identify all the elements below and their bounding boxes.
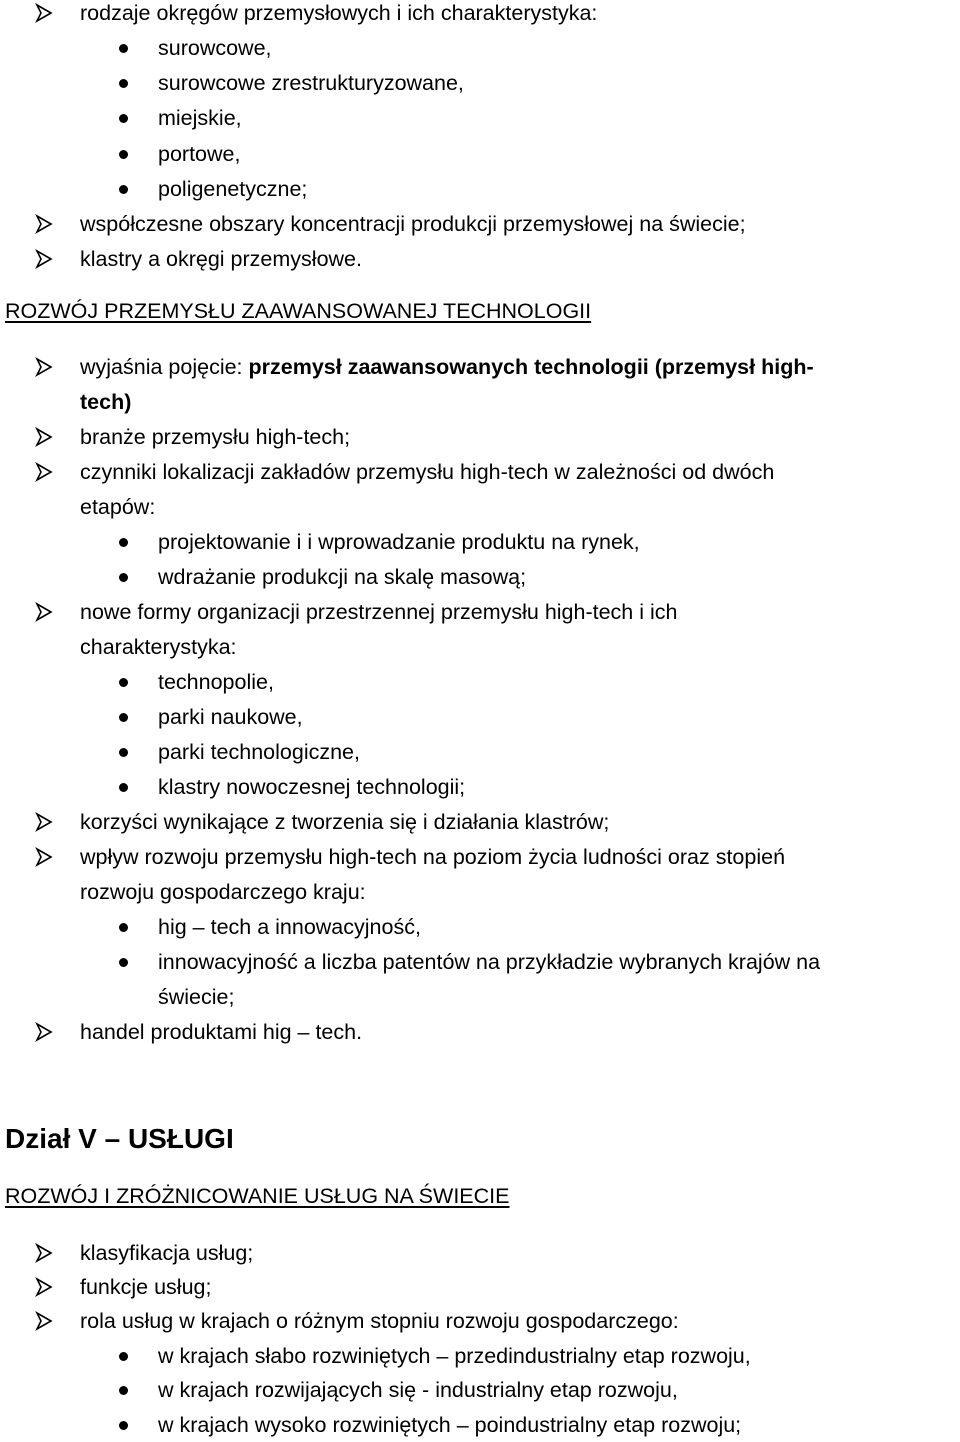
list-item: projektowanie i i wprowadzanie produktu na rynek, [158, 530, 640, 554]
arrow-bullet-icon [34, 3, 54, 23]
arrow-bullet-icon [34, 462, 54, 482]
section-heading: ROZWÓJ I ZRÓŻNICOWANIE USŁUG NA ŚWIECIE [5, 1184, 510, 1208]
list-item: w krajach rozwijających się - industrialny etap rozwoju, [158, 1378, 678, 1402]
list-item: branże przemysłu high-tech; [80, 425, 351, 449]
list-item: klastry nowoczesnej technologii; [158, 775, 466, 799]
round-bullet-icon [119, 538, 128, 547]
list-item: handel produktami hig – tech. [80, 1020, 363, 1044]
list-item: korzyści wynikające z tworzenia się i działania klastrów; [80, 810, 610, 834]
list-item-continuation: etapów: [80, 495, 156, 519]
round-bullet-icon [119, 1352, 128, 1361]
list-item [80, 354, 814, 380]
list-item: technopolie, [158, 670, 274, 694]
list-item: portowe, [158, 142, 241, 166]
list-item: surowcowe zrestrukturyzowane, [158, 71, 464, 95]
list-item: surowcowe, [158, 36, 272, 60]
list-item: nowe formy organizacji przestrzennej przemysłu high-tech i ich [80, 600, 678, 624]
list-item: rodzaje okręgów przemysłowych i ich charakterystyka: [80, 1, 598, 25]
round-bullet-icon [119, 114, 128, 123]
round-bullet-icon [119, 1386, 128, 1395]
round-bullet-icon [119, 1421, 128, 1430]
round-bullet-icon [119, 150, 128, 159]
term-definition-cont: tech) [80, 390, 132, 414]
list-item: klastry a okręgi przemysłowe. [80, 247, 362, 271]
section-heading: ROZWÓJ PRZEMYSŁU ZAAWANSOWANEJ TECHNOLOGII [5, 299, 592, 323]
list-item-prefix: wyjaśnia pojęcie: [80, 355, 249, 379]
list-item: w krajach słabo rozwiniętych – przedindustrialny etap rozwoju, [158, 1344, 751, 1368]
round-bullet-icon [119, 713, 128, 722]
round-bullet-icon [119, 923, 128, 932]
arrow-bullet-icon [34, 1311, 54, 1331]
round-bullet-icon [119, 748, 128, 757]
round-bullet-icon [119, 573, 128, 582]
list-item: rola usług w krajach o różnym stopniu rozwoju gospodarczego: [80, 1309, 679, 1333]
round-bullet-icon [119, 958, 128, 967]
chapter-title: Dział V – USŁUGI [5, 1123, 234, 1154]
round-bullet-icon [119, 783, 128, 792]
list-item-continuation [80, 389, 131, 415]
arrow-bullet-icon [34, 357, 54, 377]
term-definition: przemysł zaawansowanych technologii (przemysł high- [248, 355, 814, 379]
list-item: poligenetyczne; [158, 177, 308, 201]
list-item: wpływ rozwoju przemysłu high-tech na poziom życia ludności oraz stopień [80, 845, 786, 869]
list-item: wdrażanie produkcji na skalę masową; [158, 565, 527, 589]
list-item-continuation: rozwoju gospodarczego kraju: [80, 880, 366, 904]
list-item: klasyfikacja usług; [80, 1241, 254, 1265]
arrow-bullet-icon [34, 427, 54, 447]
round-bullet-icon [119, 79, 128, 88]
arrow-bullet-icon [34, 214, 54, 234]
list-item: parki naukowe, [158, 705, 303, 729]
round-bullet-icon [119, 678, 128, 687]
list-item: hig – tech a innowacyjność, [158, 915, 421, 939]
arrow-bullet-icon [34, 812, 54, 832]
arrow-bullet-icon [34, 249, 54, 269]
list-item: funkcje usług; [80, 1275, 212, 1299]
arrow-bullet-icon [34, 1277, 54, 1297]
list-item: w krajach wysoko rozwiniętych – poindustrialny etap rozwoju; [158, 1413, 742, 1437]
list-item: miejskie, [158, 106, 242, 130]
round-bullet-icon [119, 44, 128, 53]
arrow-bullet-icon [34, 602, 54, 622]
arrow-bullet-icon [34, 1022, 54, 1042]
list-item: czynniki lokalizacji zakładów przemysłu high-tech w zależności od dwóch [80, 460, 775, 484]
arrow-bullet-icon [34, 847, 54, 867]
list-item: współczesne obszary koncentracji produkcji przemysłowej na świecie; [80, 212, 746, 236]
list-item: parki technologiczne, [158, 740, 360, 764]
list-item-continuation: charakterystyka: [80, 635, 237, 659]
round-bullet-icon [119, 185, 128, 194]
list-item-continuation: świecie; [158, 985, 235, 1009]
list-item: innowacyjność a liczba patentów na przykładzie wybranych krajów na [158, 950, 821, 974]
arrow-bullet-icon [34, 1243, 54, 1263]
